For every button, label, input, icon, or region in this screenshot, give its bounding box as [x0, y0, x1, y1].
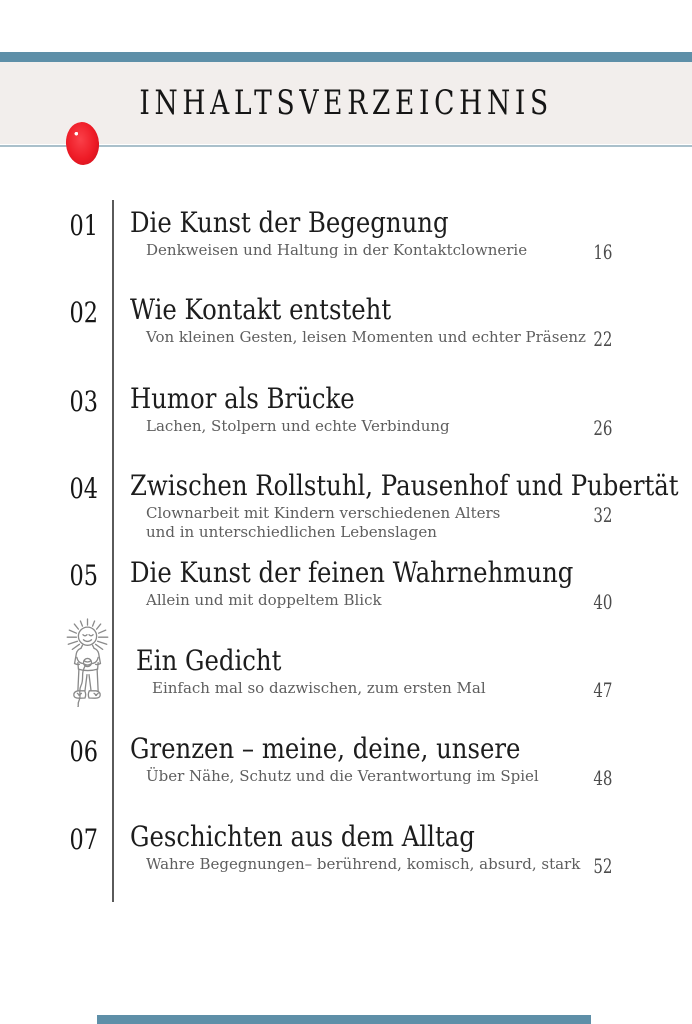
- page-number: 22: [592, 327, 612, 351]
- toc-entry: [40, 644, 612, 702]
- page-number: 16: [592, 240, 612, 264]
- chapter-title: Geschichten aus dem Alltag: [130, 820, 475, 853]
- chapter-number: 06: [69, 735, 98, 768]
- page-title: INHALTSVERZEICHNIS: [139, 83, 553, 123]
- chapter-number: 03: [69, 385, 98, 418]
- chapter-subtitle: Einfach mal so dazwischen, zum ersten Mal: [152, 679, 486, 697]
- toc-entry: [40, 732, 612, 790]
- chapter-number: 01: [69, 209, 98, 242]
- chapter-subtitle: Allein und mit doppeltem Blick: [146, 591, 382, 609]
- clown-illustration-icon: [64, 618, 110, 707]
- page-number: 52: [592, 854, 612, 878]
- chapter-subtitle: Clownarbeit mit Kindern verschiedenen Alters und in unterschiedlichen Lebenslagen: [146, 504, 501, 541]
- page-number: 40: [592, 590, 612, 614]
- chapter-title: Wie Kontakt entsteht: [130, 293, 392, 326]
- title-band: [0, 62, 692, 144]
- header-accent-bar: [0, 52, 692, 62]
- toc-entry: [40, 206, 612, 264]
- footer-accent-bar: [97, 1015, 591, 1024]
- chapter-subtitle: Denkweisen und Haltung in der Kontaktclownerie: [146, 241, 528, 259]
- toc-entry: [40, 293, 612, 351]
- chapter-number: 05: [69, 559, 98, 592]
- chapter-title: Die Kunst der feinen Wahrnehmung: [130, 556, 574, 589]
- toc-entry: [40, 469, 679, 542]
- page-number: 47: [592, 678, 612, 702]
- chapter-title: Humor als Brücke: [130, 382, 355, 415]
- page-number: 48: [592, 766, 612, 790]
- toc-entry: [40, 820, 612, 878]
- chapter-number: 07: [69, 823, 98, 856]
- chapter-number: 02: [69, 296, 98, 329]
- chapter-title: Zwischen Rollstuhl, Pausenhof und Pubertät: [130, 469, 679, 502]
- chapter-subtitle: Lachen, Stolpern und echte Verbindung: [146, 417, 450, 435]
- chapter-subtitle: Von kleinen Gesten, leisen Momenten und echter Präsenz: [146, 328, 586, 346]
- chapter-title: Grenzen – meine, deine, unsere: [130, 732, 521, 765]
- chapter-title: Ein Gedicht: [136, 644, 282, 677]
- chapter-subtitle: Wahre Begegnungen– berührend, komisch, absurd, stark: [146, 855, 581, 873]
- toc-entry: [40, 382, 612, 440]
- page-number: 32: [592, 503, 612, 527]
- chapter-subtitle: Über Nähe, Schutz und die Verantwortung im Spiel: [146, 767, 539, 785]
- chapter-number: 04: [69, 472, 98, 505]
- toc-entry: [40, 556, 612, 614]
- chapter-title: Die Kunst der Begegnung: [130, 206, 449, 239]
- title-band-underline: [0, 145, 692, 147]
- page-number: 26: [592, 416, 612, 440]
